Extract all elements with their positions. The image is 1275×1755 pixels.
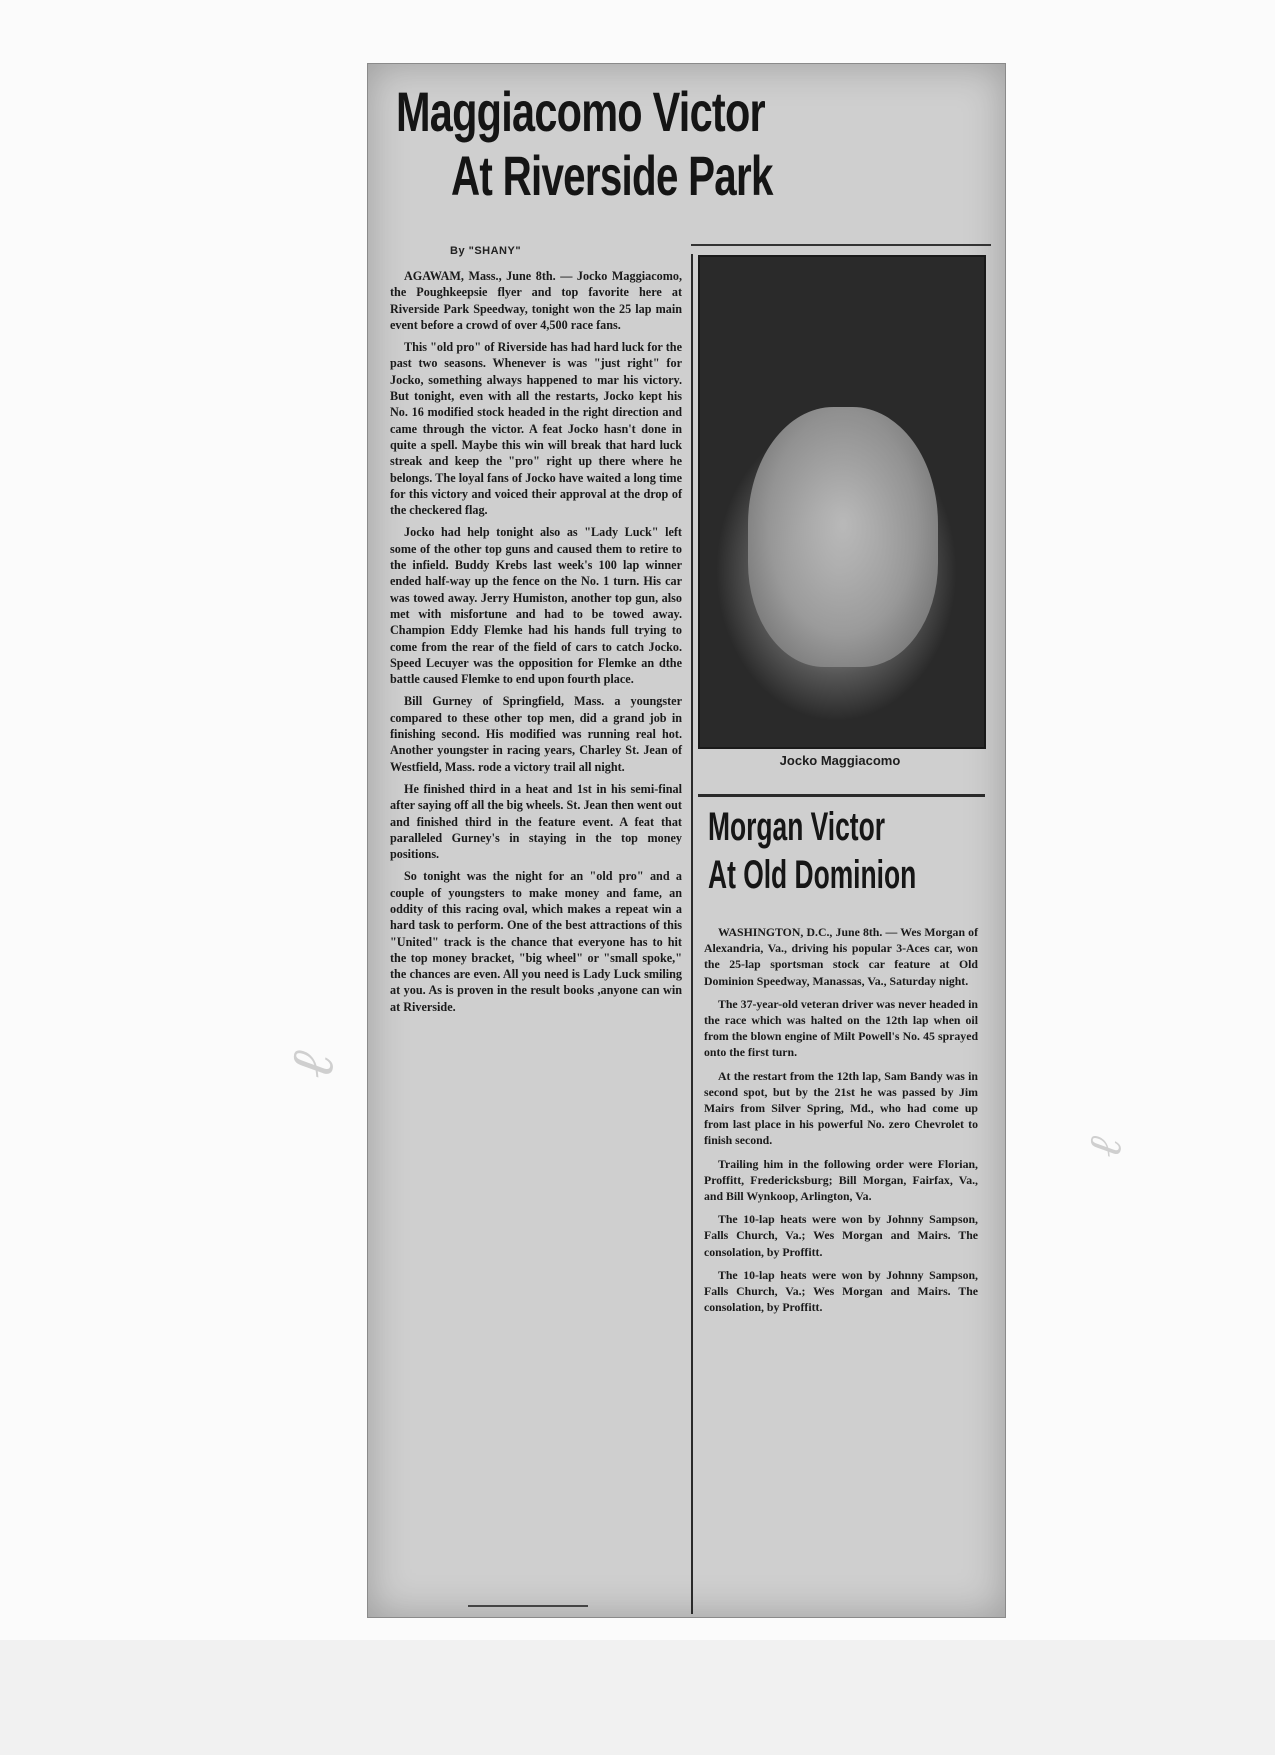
right-paragraph: WASHINGTON, D.C., June 8th. — Wes Morgan of Alexandria, Va., driving his popular 3-Aces car, won the 25-lap sportsman stock car feature at Old Dominion Speedway, Manassas, Va., Saturday night. (704, 925, 978, 988)
left-paragraph: Jocko had help tonight also as "Lady Luck" left some of the other top guns and caused them to retire to the infield. Buddy Krebs last week's 100 lap winner ended half-way up the fence on the No. 1 turn. His car was towed away. Jerry Humiston, another top gun, also met with misfortune and had to be towed away. Champion Eddy Flemke had his hands full trying to come from the rear of the field of cars to catch Jocko. Speed Lecuyer was the opposition for Flemke an dthe battle caused Flemke to end upon fourth place. (390, 525, 682, 687)
left-paragraph: This "old pro" of Riverside has had hard luck for the past two seasons. Whenever is was "just right" for Jocko, something always happened to mar his victory. But tonight, even with all the restarts, Jocko kept his No. 16 modified stock headed in the right direction and came through the victor. A feat Jocko hasn't done in quite a spell. Maybe this win will break that hard luck streak and keep the "pro" right up there where he belongs. The loyal fans of Jocko have waited a long time for this victory and voiced their approval at the drop of the checkered flag. (390, 340, 682, 518)
pencil-mark-right: ℓ (1076, 1132, 1133, 1162)
right-paragraph: The 10-lap heats were won by Johnny Sampson, Falls Church, Va.; Wes Morgan and Mairs. The consolation, by Proffitt. (704, 1212, 978, 1259)
section-rule (698, 794, 985, 797)
top-rule (691, 244, 991, 246)
right-paragraph: At the restart from the 12th lap, Sam Bandy was in second spot, but by the 21st he was passed by Jim Mairs from Silver Spring, Md., who had come up from last place in his powerful No. zero Chevrolet to finish second. (704, 1068, 978, 1148)
left-article-column (390, 268, 682, 1021)
second-headline-line-1: Morgan Victor (708, 805, 886, 849)
article-end-rule (468, 1605, 588, 1607)
portrait-photo (698, 255, 986, 749)
left-paragraph: He finished third in a heat and 1st in his semi-final after saying off all the big wheels. St. Jean then went out and finished third in the feature event. A feat that paralleled Gurney's in staying in the top money positions. (390, 781, 682, 862)
left-paragraph: So tonight was the night for an "old pro" and a couple of youngsters to make money and fame, an oddity of this racing oval, which makes a repeat win a hard task to perform. One of the best attractions of this "United" track is the chance that everyone has to hit the top money bracket, "big wheel" or "small spoke," the chances are even. All you need is Lady Luck smiling at you. As is proven in the result books ,anyone can win at Riverside. (390, 869, 682, 1014)
right-paragraph: The 37-year-old veteran driver was never headed in the race which was halted on the 12th lap when oil from the blown engine of Milt Powell's No. 45 sprayed onto the first turn. (704, 996, 978, 1060)
main-headline-line-2: At Riverside Park (451, 144, 773, 207)
right-article-column (704, 924, 978, 1322)
pencil-mark-left: ℓ (275, 1046, 350, 1084)
left-paragraph: AGAWAM, Mass., June 8th. — Jocko Maggiacomo, the Poughkeepsie flyer and top favorite here at Riverside Park Speedway, tonight won the 25 lap main event before a crowd of over 4,500 race fans. (390, 269, 682, 332)
column-divider (691, 254, 693, 1614)
second-headline-line-2: At Old Dominion (708, 853, 917, 897)
byline: By "SHANY" (450, 245, 522, 257)
photo-caption: Jocko Maggiacomo (779, 753, 901, 768)
left-paragraph: Bill Gurney of Springfield, Mass. a youngster compared to these other top men, did a grand job in finishing second. His modified was running real hot. Another youngster in racing years, Charley St. Jean of Westfield, Mass. rode a victory trail all night. (390, 694, 682, 774)
main-headline-line-1: Maggiacomo Victor (396, 80, 765, 143)
page-bottom-shade (0, 1640, 1275, 1755)
portrait-face (748, 407, 938, 667)
right-paragraph: The 10-lap heats were won by Johnny Sampson, Falls Church, Va.; Wes Morgan and Mairs. The consolation, by Proffitt. (704, 1267, 978, 1315)
newspaper-clipping (367, 63, 1006, 1618)
right-paragraph: Trailing him in the following order were Florian, Proffitt, Fredericksburg; Bill Morgan, Fairfax, Va., and Bill Wynkoop, Arlington, Va. (704, 1156, 978, 1204)
